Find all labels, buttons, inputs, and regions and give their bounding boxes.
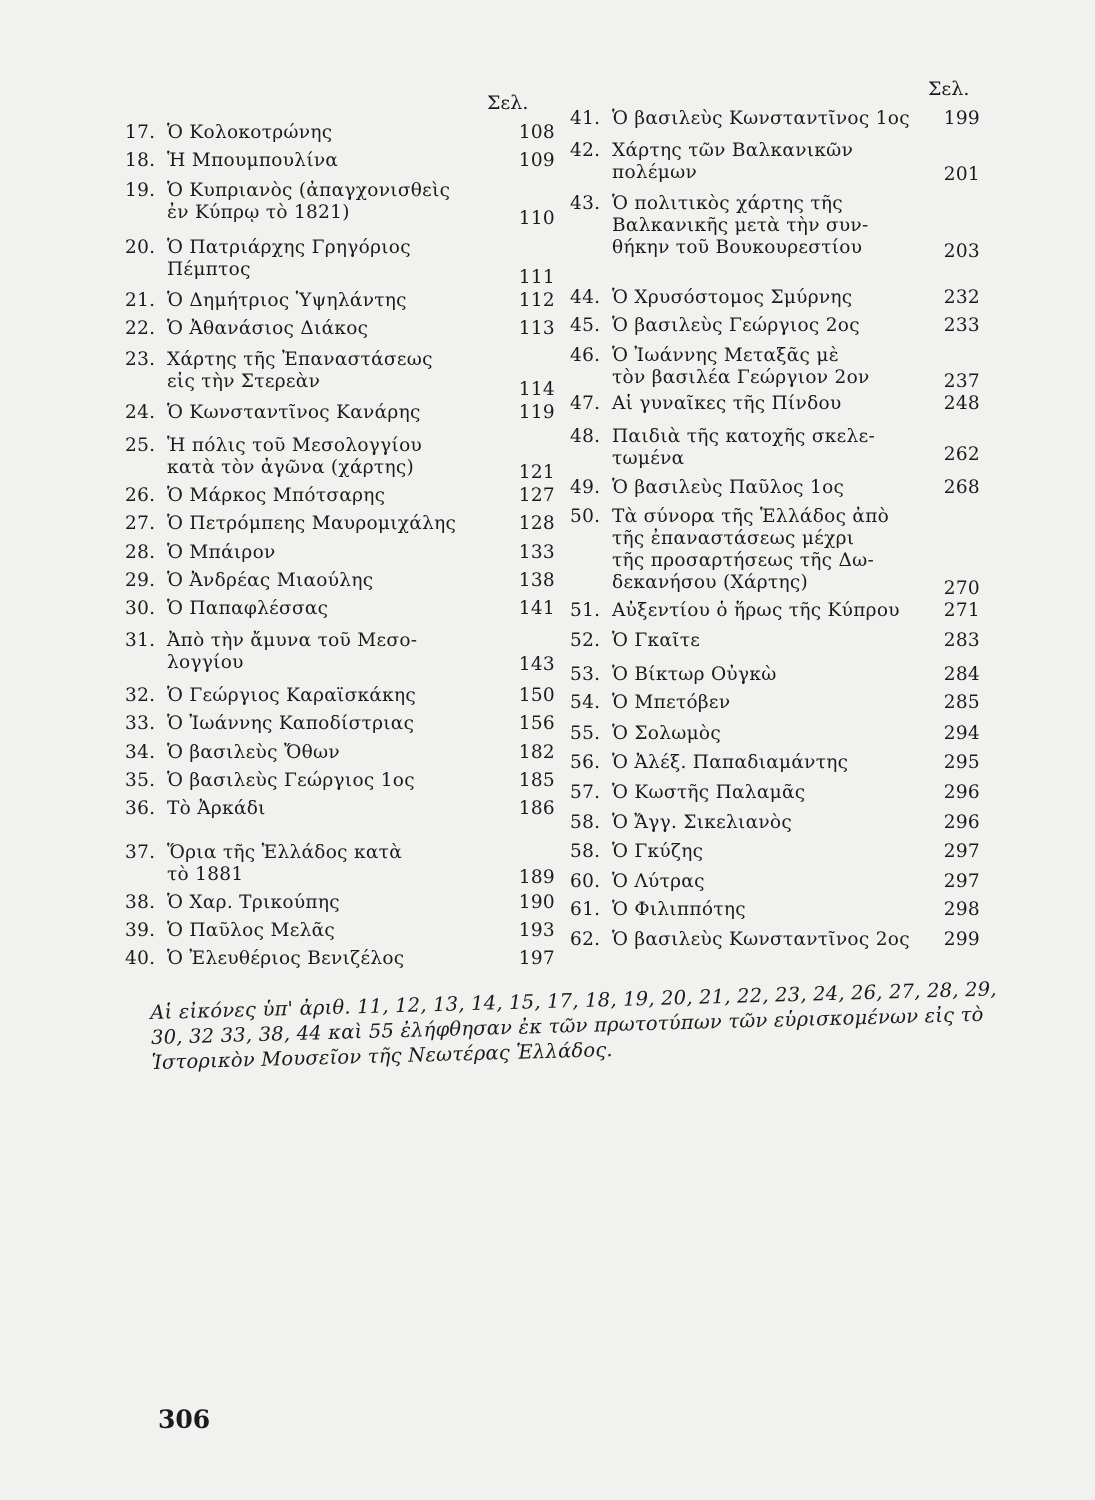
entry-title: Αἱ γυναῖκες τῆς Πίνδου <box>612 393 842 414</box>
entry-number: 33. <box>125 713 156 734</box>
entry-page: 233 <box>943 315 980 336</box>
entry-page: 128 <box>518 513 555 534</box>
entry-number: 39. <box>125 920 156 941</box>
entry-number: 29. <box>125 570 156 591</box>
entry-number: 42. <box>570 140 601 161</box>
entry-page: 283 <box>943 630 980 651</box>
entry-title: Ὁ Βίκτωρ Οὐγκὼ <box>612 664 777 685</box>
entry-page: 297 <box>943 841 980 862</box>
entry-page: 112 <box>518 290 555 311</box>
entry-number: 50. <box>570 506 601 527</box>
entry-page: 295 <box>943 752 980 773</box>
entry-number: 61. <box>570 899 601 920</box>
entry-page: 133 <box>518 542 555 563</box>
entry-number: 30. <box>125 598 156 619</box>
entry-page: 109 <box>518 150 555 171</box>
entry-title: Ὁ Μάρκος Μπότσαρης <box>167 485 386 506</box>
entry-page: 113 <box>518 318 555 339</box>
entry-number: 41. <box>570 108 601 129</box>
entry-title: Ὁ Κωστῆς Παλαμᾶς <box>612 782 806 803</box>
entry-page: 296 <box>943 782 980 803</box>
entry-page: 285 <box>943 692 980 713</box>
entry-title: Ἀπὸ τὴν ἄμυνα τοῦ Μεσο- λογγίου <box>167 630 418 673</box>
entry-title: Ὁ Πετρόμπεης Μαυρομιχάλης <box>167 513 457 534</box>
entry-page: 185 <box>518 770 555 791</box>
entry-title: Ὁ βασιλεὺς Παῦλος 1ος <box>612 477 845 498</box>
entry-title: Ὁ Κολοκοτρώνης <box>167 122 333 143</box>
entry-page: 284 <box>943 664 980 685</box>
entry-page: 294 <box>943 723 980 744</box>
entry-number: 51. <box>570 600 601 621</box>
entry-title: Ὁ βασιλεὺς Κωνσταντῖνος 2ος <box>612 929 910 950</box>
entry-title: Χάρτης τῶν Βαλκανικῶν πολέμων <box>612 140 854 183</box>
entry-number: 60. <box>570 871 601 892</box>
entry-title: Χάρτης τῆς Ἐπαναστάσεως εἰς τὴν Στερεὰν <box>167 349 433 392</box>
entry-page: 110 <box>518 208 555 229</box>
entry-page: 296 <box>943 812 980 833</box>
entry-title: Ὁ Ἐλευθέριος Βενιζέλος <box>167 948 405 969</box>
entry-page: 121 <box>518 462 555 483</box>
entry-title: Ὁ Παπαφλέσσας <box>167 598 329 619</box>
entry-title: Ὁ πολιτικὸς χάρτης τῆς Βαλκανικῆς μετὰ τὴν συν- θήκην τοῦ Βουκουρεστίου <box>612 193 869 258</box>
entry-title: Ὁ Κωνσταντῖνος Κανάρης <box>167 402 421 423</box>
entry-number: 17. <box>125 122 156 143</box>
entry-number: 46. <box>570 345 601 366</box>
entry-page: 237 <box>943 371 980 392</box>
entry-title: Ἡ πόλις τοῦ Μεσολογγίου κατὰ τὸν ἀγῶνα (χάρτης) <box>167 435 423 478</box>
page-header-label: Σελ. <box>487 92 529 114</box>
entry-title: Ὁ Γκύζης <box>612 841 704 862</box>
entry-title: Ὁ Ἀνδρέας Μιαούλης <box>167 570 374 591</box>
entry-number: 19. <box>125 180 156 201</box>
page-number: 306 <box>158 1405 211 1434</box>
entry-page: 193 <box>518 920 555 941</box>
entry-page: 108 <box>518 122 555 143</box>
entry-number: 32. <box>125 685 156 706</box>
entry-page: 201 <box>943 164 980 185</box>
entry-page: 143 <box>518 654 555 675</box>
entry-page: 150 <box>518 685 555 706</box>
entry-number: 36. <box>125 798 156 819</box>
entry-title: Ὅρια τῆς Ἑλλάδος κατὰ τὸ 1881 <box>167 842 403 885</box>
entry-page: 248 <box>943 393 980 414</box>
entry-page: 271 <box>943 600 980 621</box>
entry-title: Ὁ Ἀλέξ. Παπαδιαμάντης <box>612 752 849 773</box>
entry-title: Τὰ σύνορα τῆς Ἑλλάδος ἀπὸ τῆς ἐπαναστάσεως μέχρι τῆς προσαρτήσεως τῆς Δω- δεκανήσου (Χάρτης) <box>612 506 890 593</box>
entry-title: Ὁ Σολωμὸς <box>612 723 722 744</box>
entry-number: 25. <box>125 435 156 456</box>
entry-title: Ὁ Ἄγγ. Σικελιανὸς <box>612 812 793 833</box>
entry-number: 62. <box>570 929 601 950</box>
entry-number: 58. <box>570 841 601 862</box>
entry-page: 298 <box>943 899 980 920</box>
entry-title: Ὁ Πατριάρχης Γρηγόριος Πέμπτος <box>167 237 411 280</box>
entry-number: 18. <box>125 150 156 171</box>
entry-title: Ὁ Μπετόβεν <box>612 692 731 713</box>
entry-page: 141 <box>518 598 555 619</box>
entry-title: Ὁ Φιλιππότης <box>612 899 746 920</box>
entry-number: 31. <box>125 630 156 651</box>
entry-number: 58. <box>570 812 601 833</box>
entry-title: Ὁ βασιλεὺς Γεώργιος 1ος <box>167 770 415 791</box>
entry-title: Ἡ Μπουμπουλίνα <box>167 150 339 171</box>
entry-number: 38. <box>125 892 156 913</box>
entry-number: 56. <box>570 752 601 773</box>
entry-title: Ὁ βασιλεὺς Κωνσταντῖνος 1ος <box>612 108 910 129</box>
entry-number: 22. <box>125 318 156 339</box>
entry-title: Ὁ Κυπριανὸς (ἀπαγχονισθεὶς ἐν Κύπρῳ τὸ 1821) <box>167 180 451 223</box>
entry-number: 53. <box>570 664 601 685</box>
entry-number: 24. <box>125 402 156 423</box>
entry-title: Ὁ βασιλεὺς Ὄθων <box>167 742 340 763</box>
entry-page: 199 <box>943 108 980 129</box>
entry-number: 21. <box>125 290 156 311</box>
entry-page: 297 <box>943 871 980 892</box>
entry-page: 190 <box>518 892 555 913</box>
page-header-label: Σελ. <box>928 78 970 100</box>
entry-number: 40. <box>125 948 156 969</box>
entry-title: Ὁ Ἰωάννης Καποδίστριας <box>167 713 415 734</box>
entry-title: Τὸ Ἀρκάδι <box>167 798 266 819</box>
entry-page: 156 <box>518 713 555 734</box>
entry-page: 197 <box>518 948 555 969</box>
entry-number: 37. <box>125 842 156 863</box>
entry-number: 44. <box>570 287 601 308</box>
entry-page: 119 <box>518 402 555 423</box>
entry-number: 47. <box>570 393 601 414</box>
entry-page: 127 <box>518 485 555 506</box>
entry-title: Ὁ Μπάιρον <box>167 542 276 563</box>
entry-title: Ὁ Γεώργιος Καραϊσκάκης <box>167 685 417 706</box>
entry-page: 299 <box>943 929 980 950</box>
entry-number: 49. <box>570 477 601 498</box>
entry-title: Ὁ Χαρ. Τρικούπης <box>167 892 340 913</box>
entry-title: Ὁ Δημήτριος Ὑψηλάντης <box>167 290 407 311</box>
entry-page: 186 <box>518 798 555 819</box>
entry-page: 203 <box>943 241 980 262</box>
entry-title: Ὁ Παῦλος Μελᾶς <box>167 920 336 941</box>
entry-number: 20. <box>125 237 156 258</box>
entry-page: 182 <box>518 742 555 763</box>
entry-number: 57. <box>570 782 601 803</box>
entry-number: 45. <box>570 315 601 336</box>
entry-number: 34. <box>125 742 156 763</box>
entry-title: Ὁ Ἰωάννης Μεταξᾶς μὲ τὸν βασιλέα Γεώργιον 2ον <box>612 345 870 388</box>
entry-number: 27. <box>125 513 156 534</box>
entry-page: 232 <box>943 287 980 308</box>
entry-title: Ὁ Χρυσόστομος Σμύρνης <box>612 287 853 308</box>
entry-number: 23. <box>125 349 156 370</box>
image-credits-caption: Αἱ εἰκόνες ὑπ' ἀριθ. 11, 12, 13, 14, 15, 17, 18, 19, 20, 21, 22, 23, 24, 26, 27, 28, 29, 30, 32 33, 38, 44 καὶ 55 ἐλήφθησαν ἐκ τῶν πρωτοτύπων τῶν εὑρισκομένων εἰς τὸ Ἱστορικὸν Μουσεῖον τῆς Νεωτέρας Ἑλλάδος. <box>150 977 997 1074</box>
entry-title: Ὁ Λύτρας <box>612 871 705 892</box>
entry-number: 52. <box>570 630 601 651</box>
entry-title: Ὁ Γκαῖτε <box>612 630 701 651</box>
entry-title: Ὁ βασιλεὺς Γεώργιος 2ος <box>612 315 860 336</box>
entry-number: 28. <box>125 542 156 563</box>
entry-number: 43. <box>570 193 601 214</box>
entry-page: 189 <box>518 867 555 888</box>
entry-title: Ὁ Ἀθανάσιος Διάκος <box>167 318 369 339</box>
entry-title: Αὐξεντίου ὁ ἥρως τῆς Κύπρου <box>612 600 900 621</box>
entry-page: 114 <box>518 379 555 400</box>
entry-page: 270 <box>943 578 980 599</box>
entry-page: 111 <box>518 267 555 288</box>
entry-number: 26. <box>125 485 156 506</box>
entry-number: 54. <box>570 692 601 713</box>
entry-number: 55. <box>570 723 601 744</box>
entry-number: 48. <box>570 426 601 447</box>
entry-title: Παιδιὰ τῆς κατοχῆς σκελε- τωμένα <box>612 426 876 469</box>
entry-page: 138 <box>518 570 555 591</box>
entry-page: 262 <box>943 444 980 465</box>
entry-page: 268 <box>943 477 980 498</box>
entry-number: 35. <box>125 770 156 791</box>
